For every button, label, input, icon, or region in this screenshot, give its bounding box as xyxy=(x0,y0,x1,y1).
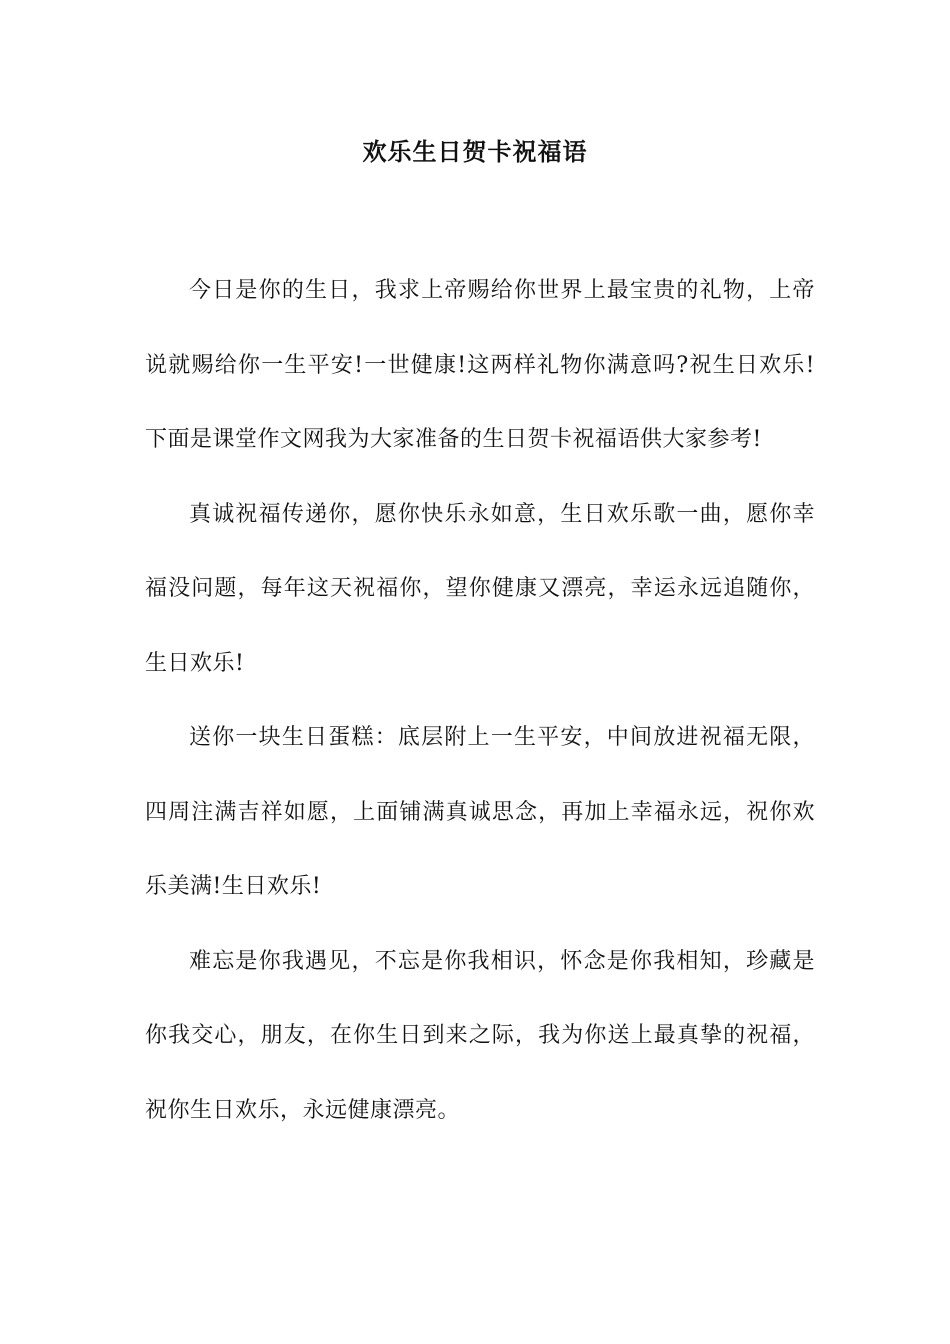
paragraph-intro: 今日是你的生日，我求上帝赐给你世界上最宝贵的礼物，上帝说就赐给你一生平安!一世健康!这两样礼物你满意吗?祝生日欢乐!下面是课堂作文网我为大家准备的生日贺卡祝福语供大家参考! xyxy=(145,278,815,452)
paragraph-wish-1: 真诚祝福传递你，愿你快乐永如意，生日欢乐歌一曲，愿你幸福没问题，每年这天祝福你，望你健康又漂亮，幸运永远追随你，生日欢乐! xyxy=(145,501,815,676)
document-title: 欢乐生日贺卡祝福语 xyxy=(362,137,588,166)
paragraph-wish-3: 难忘是你我遇见，不忘是你我相识，怀念是你我相知，珍藏是你我交心，朋友，在你生日到来之际，我为你送上最真挚的祝福，祝你生日欢乐，永远健康漂亮。 xyxy=(145,948,815,1123)
document-body xyxy=(145,254,815,1148)
paragraph-wish-2: 送你一块生日蛋糕：底层附上一生平安，中间放进祝福无限，四周注满吉祥如愿，上面铺满真诚思念，再加上幸福永远，祝你欢乐美满!生日欢乐! xyxy=(145,725,815,899)
